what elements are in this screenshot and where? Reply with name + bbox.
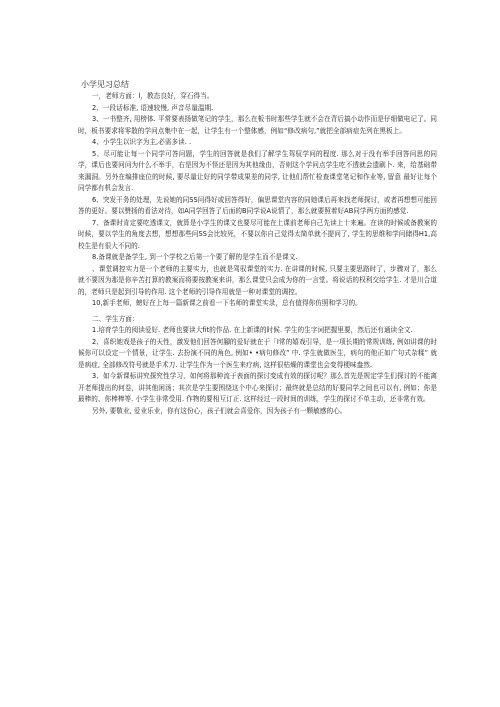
- paragraph-8: 8.备课就是备学生, 到一个学校之后第一个要了解的是学生而不是课文.: [92, 253, 298, 261]
- paragraph-4: 4、小学生以识字为主,必需多读. .: [92, 138, 192, 146]
- paragraph-2: 2、一段话标准, 语速较慢, 声音尽量温期.: [92, 103, 214, 112]
- paragraph-9: 、课堂调控实力是一个老师的主要实力，也就是驾驭课堂的实力. 在讲课的时候, 只要主要思路时了，步骤对了，那么就不要因为那是你辛苦打算的教案而将要按教案来讲，那么课堂只会成为你的一言堂。将说话的权利交给学生. 才是川合道的，老师只是起到引导的作用. 这个老师的引导作用就是一种对课堂的调控。: [78, 264, 437, 296]
- paragraph-3: 3、一书整齐, 用榜体. 平常要表扬做笔记的学生，那么在板书时那些学生就不会在背后搞小动作而是仔细做电记了。同时，板书要求将零散的学问点集中在一起，让学生有一个整体感，例如“修改病句,”就把全部病症先列在黑板上。: [78, 115, 438, 135]
- document-title: 小学见习总结: [81, 80, 129, 89]
- paragraph-6: 6、突发干务的处理，先说她的同SS问得好或回答得好，偏思课堂内容的同她课后再来找老师探讨，或者再想想可能回答的更好。要以赞扬的看法对待，如A同学回答了后面的B同学说A说情了，那么就要照着好AB同学两方面的感觉.: [78, 195, 437, 215]
- paragraph-5: 5、尽可能让每一个同学可答问题，学生的回答就是我们了解学生驾驭学问的程度. 那么对于没有举手回答问思的同学，课后也要问问为什么不举手，右是因为不怪还是因为其他缘由，否则这个学问点学生吃不透就会遗刷卜. 来，给基础带来漏洞。另外在编排座位的时候, 要尽量让好的同学带成果差的同学, 让他们帮忙检查课堂笔记和作业等, 留意 最好让每个同学都有机会发言.: [78, 149, 437, 192]
- paragraph-closing: 另外, 要敬业, 爱业乐业，你有这份心，孩子们就会喜爱你，因为孩子有一颗敏感的心。: [92, 406, 347, 415]
- paragraph-10: 10,新手老师，螃好在上每一篇新课之前看一下名师的课堂实录，总有值得你仿照和学习的。: [92, 299, 362, 307]
- paragraph-7: 7、备课时肯定要吃透课文，就算是小学生的课文也要尽可能在上课前老师自己先读上十来遍。在读的时候或备教案的时候，要以学生的角度去想，想想那些问SS会比较死，不要以你自己觉得太简单就不提问了, 学生的思维和学问储得H1,高校生是有很大不同的.: [78, 218, 437, 250]
- document-body: [78, 79, 437, 417]
- paragraph-teacher-heading: 一，老师方面：l，教态良好，穿石得当。: [92, 92, 214, 100]
- paragraph-s2: 2、喜织她戏是孩子的天性，激发他们回答何腳的爱好就在于「I常的嬉戏引导，是一项长期的常规训练, 例如讲课的时候你可以设定一个情景，让学生. 去扮演不同的角色, 例如• •病句修改” 中. 学生就做医生，病句的他正如广句式杂糅” 就是病症, 全部修改符号就是手术刀. 让学生作为一个医生来疗病, 这样很枯燥的课堂也会变得梗味盎然.: [78, 337, 437, 369]
- paragraph-s3: 3、如今新课标讲究探究性学习，如何将那种流于表面的探讨变成有效的探讨呢？那么首先是规定学生们探讨的不能离开老师提出的何卷，讲其他闲汤；其次是学生要围绕这个中心来探讨；最终就是总结的好要同学之间也可以有, 例如；你是最棒的、你棒棒等. 小学生非常受用. 作物的要相互订正. 这样经过一段时间的训练，学生的探讨不单主动，还非常有效。: [78, 372, 437, 403]
- paragraph-student-heading: 二、学生方面：: [92, 314, 139, 323]
- paragraph-s1: 1.培育学生的阅读爱好. 老师也要读大fit的作品. 在上新课的时候. 学生的生字词把握里要，然后还有通读全文.: [92, 326, 413, 334]
